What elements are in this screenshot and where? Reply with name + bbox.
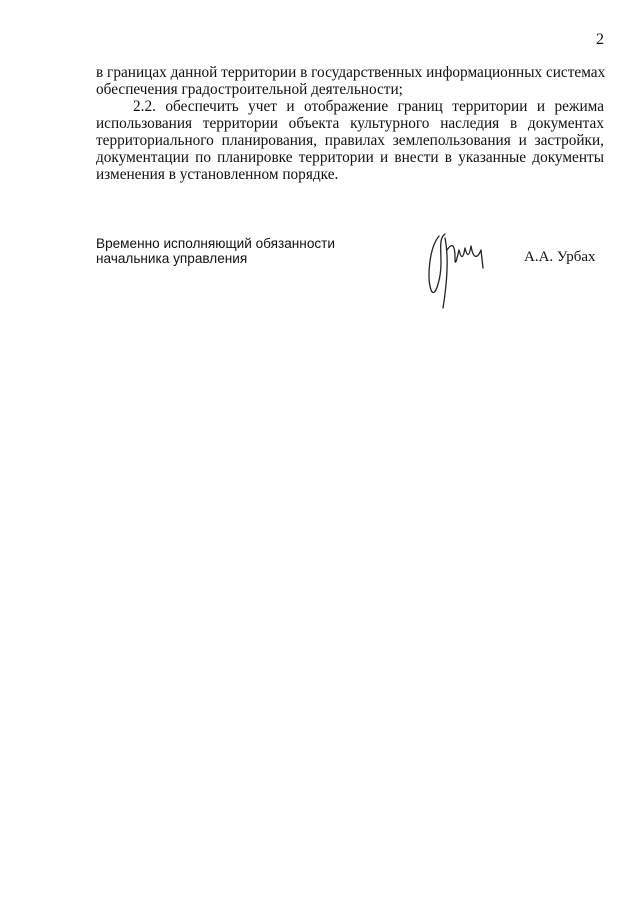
handwritten-signature — [425, 228, 490, 310]
body-line: документации по планировке территории и внести в указанные документы — [96, 149, 604, 166]
signatory-position-line1: Временно исполняющий обязанности — [96, 236, 335, 251]
body-line: изменения в установленном порядке. — [96, 166, 339, 183]
signatory-name: А.А. Урбах — [524, 249, 596, 265]
body-line: территориального планирования, правилах землепользования и застройки, — [96, 132, 604, 149]
body-line: обеспечения градостроительной деятельности; — [96, 81, 403, 98]
body-line: 2.2. обеспечить учет и отображение границ территории и режима — [133, 98, 604, 115]
signatory-position-line2: начальника управления — [96, 251, 248, 266]
body-line: использования территории объекта культурного наследия в документах — [96, 115, 604, 132]
body-line: в границах данной территории в государственных информационных системах — [96, 64, 606, 81]
page-number: 2 — [596, 31, 604, 48]
